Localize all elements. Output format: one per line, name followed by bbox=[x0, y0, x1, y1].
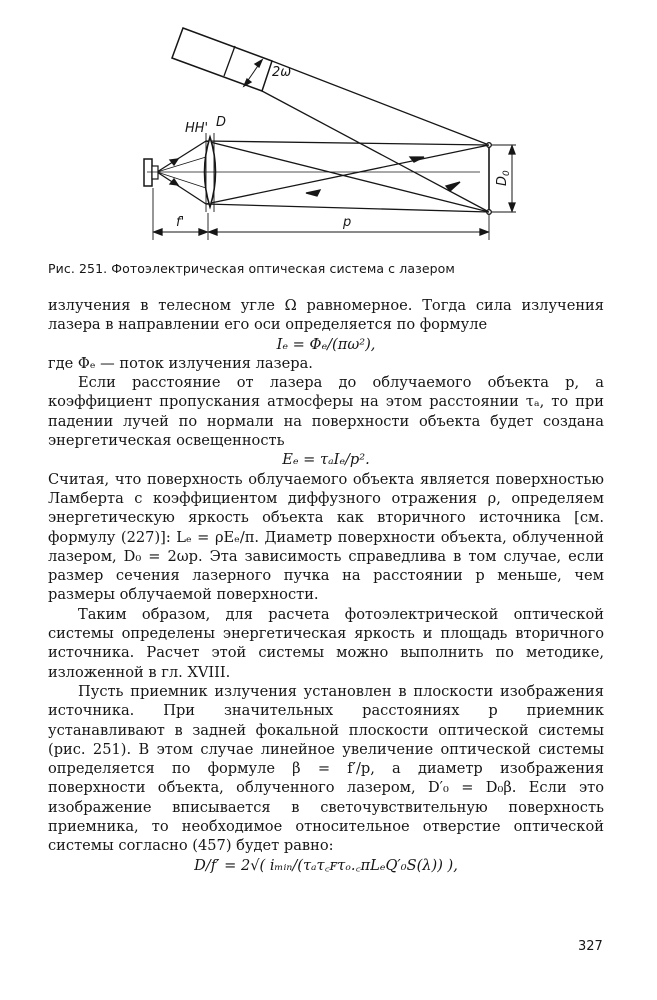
page-body bbox=[48, 296, 604, 875]
paragraph: Пусть приемник излучения установлен в плоскости изображения источника. При значительных расстояниях p приемник устанавливают в задней фокальной плоскости оптической системы (рис. 251). В этом случае линейное увеличение оптической системы определяется по формуле β = f′/p, а диаметр изображения поверхности объекта, облученного лазером, D′₀ = D₀β. Если это изображение вписывается в светочувствительную поверхность приемника, то необходимое относительное отверстие оптической системы согласно (457) будет равно: bbox=[48, 682, 604, 855]
reflected-ray-4 bbox=[206, 204, 489, 212]
spot-diameter-label: $D_0$ bbox=[495, 170, 512, 186]
paragraph: Считая, что поверхность облучаемого объекта является поверхностью Ламберта с коэффициентом диффузного отражения ρ, определяем энергетическую яркость объекта как вторичного источника [см. формулу (227)]: Lₑ = ρEₑ/π. Диаметр поверхности объекта, облученной лазером, D₀ = 2ωp. Эта зависимость справедлива в том случае, если размер сечения лазерного пучка на расстоянии p меньше, чем размеры облучаемой поверхности. bbox=[48, 470, 604, 604]
formula-illuminance: Eₑ = τₐIₑ/p². bbox=[282, 451, 370, 469]
reflected-ray-1 bbox=[206, 141, 489, 145]
laser-beam-upper bbox=[272, 61, 489, 145]
laser-optical-system-diagram bbox=[0, 0, 657, 255]
paragraph: Если расстояние от лазера до облучаемого объекта p, а коэффициент пропускания атмосферы на этом расстоянии τₐ, то при падении лучей по нормали на поверхности объекта будет создана энергетическая освещенность bbox=[48, 374, 604, 450]
paragraph: Таким образом, для расчета фотоэлектрической оптической системы определены энергетическая яркость и площадь вторичного источника. Расчет этой системы можно выполнить по методике, изложенной в гл. XVIII. bbox=[48, 605, 604, 681]
formula-intensity: Iₑ = Φₑ/(πω²), bbox=[276, 335, 376, 353]
formula-relative-aperture: D/f′ = 2√( iₘᵢₙ/(τₐτ꜀ꜰτₒ.꜀πLₑQ′₀S(λ)) ), bbox=[194, 856, 458, 874]
distance-label: p bbox=[343, 215, 352, 230]
focal-length-label: f' bbox=[176, 215, 185, 230]
angle-label: 2ω bbox=[272, 65, 292, 80]
principal-planes-label: HH' bbox=[185, 121, 209, 136]
paragraph: где Φₑ — поток излучения лазера. bbox=[48, 354, 313, 372]
reflected-ray-2 bbox=[206, 145, 489, 204]
laser-body bbox=[172, 28, 272, 91]
paragraph: излучения в телесном угле Ω равномерное. Тогда сила излучения лазера в направлении его оси определяется по формуле bbox=[48, 297, 604, 334]
lens-diameter-label: D bbox=[216, 115, 227, 130]
page-number: 327 bbox=[578, 939, 603, 954]
receiver bbox=[144, 159, 152, 186]
reflected-ray-3 bbox=[206, 141, 489, 212]
figure-caption: Рис. 251. Фотоэлектрическая оптическая система с лазером bbox=[48, 261, 455, 276]
